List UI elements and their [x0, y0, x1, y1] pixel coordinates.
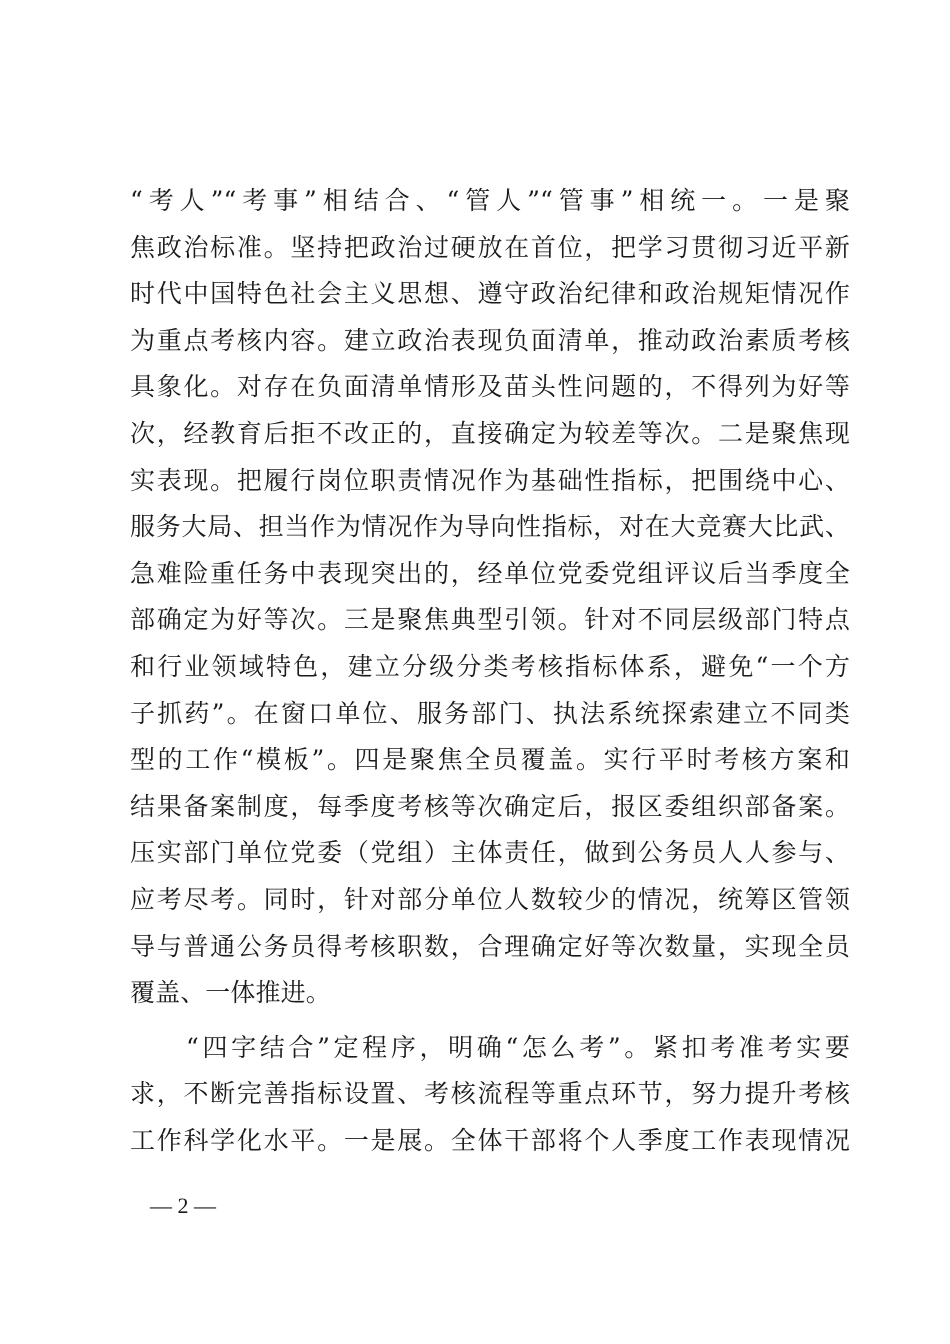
text-line: 子抓药”。在窗口单位、服务部门、执法系统探索建立不同类 — [130, 698, 850, 728]
text-line: 求，不断完善指标设置、考核流程等重点环节，努力提升考核 — [130, 1079, 850, 1109]
text-line: 型的工作“模板”。四是聚焦全员覆盖。实行平时考核方案和 — [130, 745, 850, 775]
text-line: 具象化。对存在负面清单情形及苗头性问题的，不得列为好等 — [130, 372, 850, 402]
text-line: 次，经教育后拒不改正的，直接确定为较差等次。二是聚焦现 — [130, 418, 850, 448]
body-text — [130, 178, 850, 1164]
text-line: 焦政治标准。坚持把政治过硬放在首位，把学习贯彻习近平新 — [130, 232, 850, 262]
text-line: 实表现。把履行岗位职责情况作为基础性指标，把围绕中心、 — [130, 465, 850, 495]
text-line: 部确定为好等次。三是聚焦典型引领。针对不同层级部门特点 — [130, 605, 850, 635]
text-line: “四字结合”定程序，明确“怎么考”。紧扣考准考实要 — [186, 1032, 850, 1062]
text-line: 为重点考核内容。建立政治表现负面清单，推动政治素质考核 — [130, 325, 850, 355]
text-line: 应考尽考。同时，针对部分单位人数较少的情况，统筹区管领 — [130, 884, 850, 914]
text-line: 工作科学化水平。一是展。全体干部将个人季度工作表现情况 — [130, 1125, 850, 1155]
text-line: “考人”“考事”相结合、“管人”“管事”相统一。一是聚 — [130, 186, 850, 215]
text-line: 结果备案制度，每季度考核等次确定后，报区委组织部备案。 — [130, 791, 850, 821]
text-line: 时代中国特色社会主义思想、遵守政治纪律和政治规矩情况作 — [130, 279, 850, 309]
text-line: 导与普通公务员得考核职数，合理确定好等次数量，实现全员 — [130, 931, 850, 961]
text-line: 覆盖、一体推进。 — [130, 978, 331, 1008]
page-number: — 2 — — [150, 1193, 216, 1218]
text-line: 服务大局、担当作为情况作为导向性指标，对在大竞赛大比武、 — [130, 512, 850, 542]
text-line: 压实部门单位党委（党组）主体责任，做到公务员人人参与、 — [130, 838, 850, 868]
text-line: 和行业领域特色，建立分级分类考核指标体系，避免“一个方 — [130, 651, 850, 681]
text-line: 急难险重任务中表现突出的，经单位党委党组评议后当季度全 — [130, 558, 850, 588]
